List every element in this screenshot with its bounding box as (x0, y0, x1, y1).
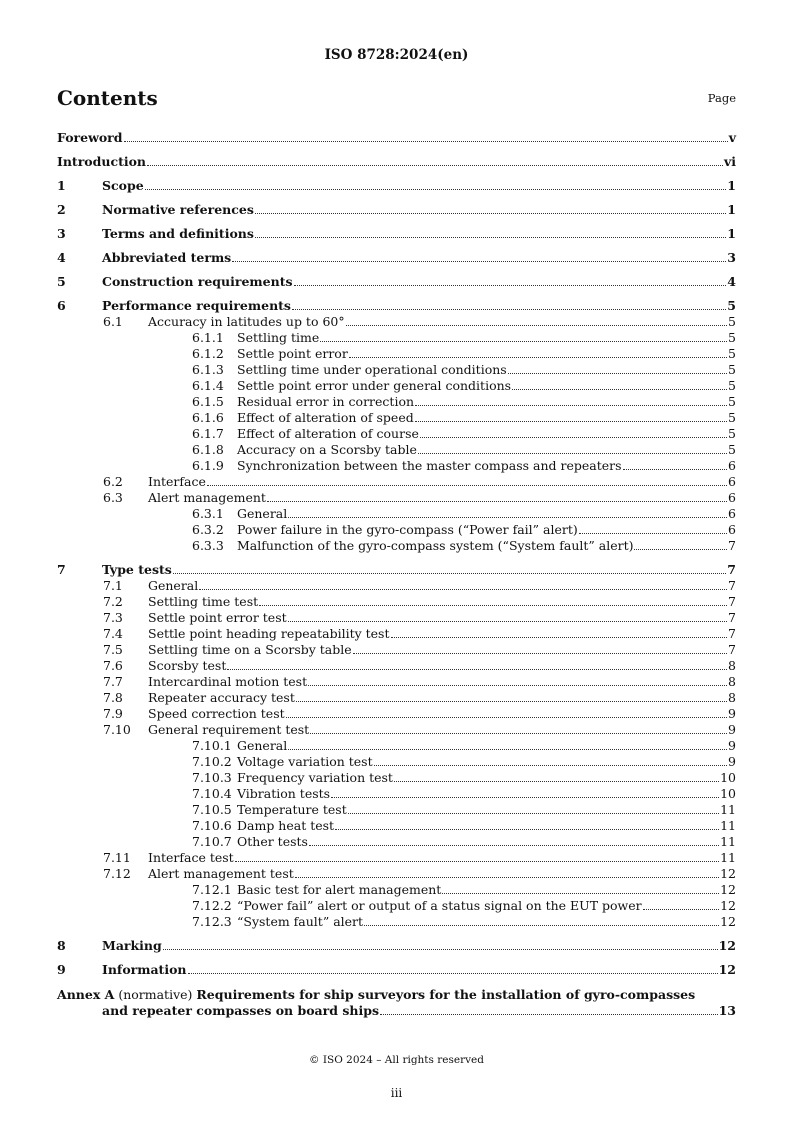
leader-dots (292, 309, 726, 310)
toc-entry-number: 7.10.3 (192, 770, 232, 785)
leader-dots (308, 685, 727, 686)
toc-entry-page: 7 (728, 538, 736, 553)
toc-entry-page: 1 (727, 202, 736, 217)
toc-entry-title: Other tests (237, 834, 308, 849)
toc-entry-page: 12 (718, 938, 736, 953)
toc-entry-title: Type tests (102, 562, 172, 577)
toc-entry-page: 1 (727, 178, 736, 193)
toc-entry-title: General (237, 738, 288, 753)
leader-dots (294, 285, 727, 286)
toc-entry-number: 7.10.6 (192, 818, 232, 833)
leader-dots (188, 973, 718, 974)
leader-dots (173, 573, 726, 574)
toc-entry-number: 7.10.7 (192, 834, 232, 849)
toc-entry-number: 7.3 (103, 610, 123, 625)
document-id: ISO 8728:2024(en) (324, 47, 469, 63)
toc-entry-number: 6.3.1 (192, 506, 224, 521)
toc-entry[interactable] (57, 626, 736, 642)
toc-entry-number: 7 (57, 562, 66, 577)
toc-entry-page: 1 (727, 226, 736, 241)
leader-dots (320, 341, 727, 342)
leader-dots (199, 589, 727, 590)
leader-dots (227, 669, 727, 670)
leader-dots (207, 485, 727, 486)
toc-entry-number: 6.3.2 (192, 522, 224, 537)
page-column-label: Page (707, 91, 736, 105)
toc-entry-title: Marking (102, 938, 162, 953)
leader-dots (147, 165, 723, 166)
toc-entry-page: 12 (720, 914, 736, 929)
toc-entry-page: 11 (720, 834, 736, 849)
toc-entry-page: 12 (720, 898, 736, 913)
toc-entry[interactable] (57, 834, 736, 850)
leader-dots (418, 453, 727, 454)
annex-type: (normative) (118, 987, 193, 1002)
toc-entry-title: Repeater accuracy test (148, 690, 295, 705)
leader-dots (335, 829, 719, 830)
toc-entry[interactable] (57, 298, 736, 314)
toc-entry[interactable] (57, 362, 736, 378)
toc-entry-title: Interface (148, 474, 206, 489)
toc-entry-title: Synchronization between the master compass and repeaters (237, 458, 622, 473)
toc-entry-page: 12 (718, 962, 736, 977)
toc-entry-number: 7.1 (103, 578, 123, 593)
toc-entry-title: General requirement test (148, 722, 310, 737)
leader-dots (364, 925, 719, 926)
toc-entry-page: 6 (728, 490, 736, 505)
leader-dots (310, 733, 727, 734)
toc-entry-number: 7.2 (103, 594, 123, 609)
toc-entry-page: 7 (728, 642, 736, 657)
toc-entry-page: 9 (728, 706, 736, 721)
page-number: iii (390, 1086, 403, 1100)
toc-entry[interactable] (57, 130, 736, 146)
toc-entry-page: 5 (728, 314, 736, 329)
toc-entry-title: Alert management test (148, 866, 294, 881)
annex-title-line1: Requirements for ship surveyors for the installation of gyro-compasses (196, 987, 696, 1002)
leader-dots (579, 533, 727, 534)
toc-entry-number: 7.4 (103, 626, 123, 641)
toc-entry-title: Scorsby test (148, 658, 227, 673)
toc-entry-title: Construction requirements (102, 274, 293, 289)
toc-entry-number: 4 (57, 250, 66, 265)
toc-entry[interactable] (57, 506, 736, 522)
toc-entry-number: 6.1 (103, 314, 123, 329)
leader-dots (288, 621, 727, 622)
toc-entry[interactable] (57, 202, 736, 218)
toc-entry-title: Accuracy in latitudes up to 60° (148, 314, 345, 329)
toc-entry[interactable] (57, 914, 736, 930)
toc-entry-number: 6 (57, 298, 66, 313)
toc-entry-page: 11 (720, 802, 736, 817)
toc-entry-number: 6.3 (103, 490, 123, 505)
toc-entry-title: Alert management (148, 490, 266, 505)
toc-entry[interactable] (57, 594, 736, 610)
toc-entry-title: General (148, 578, 199, 593)
toc-entry[interactable] (57, 962, 736, 978)
leader-dots (255, 237, 726, 238)
toc-entry-title: Settling time test (148, 594, 259, 609)
leader-dots (309, 845, 719, 846)
toc-entry-number: 6.1.6 (192, 410, 224, 425)
toc-entry-number: 1 (57, 178, 66, 193)
toc-entry[interactable] (57, 802, 736, 818)
toc-entry-title: Effect of alteration of course (237, 426, 419, 441)
toc-entry-page: 5 (728, 330, 736, 345)
toc-entry[interactable] (57, 786, 736, 802)
leader-dots (643, 909, 719, 910)
toc-entry[interactable] (57, 474, 736, 490)
toc-entry-title: Effect of alteration of speed (237, 410, 414, 425)
toc-entry-page: 5 (728, 410, 736, 425)
toc-entry[interactable] (57, 538, 736, 554)
toc-entry[interactable] (57, 314, 736, 330)
leader-dots (145, 189, 727, 190)
leader-dots (623, 469, 728, 470)
toc-entry-number: 9 (57, 962, 66, 977)
toc-entry-page: 7 (728, 578, 736, 593)
toc-entry-page: 8 (728, 658, 736, 673)
toc-entry-page: v (728, 130, 736, 145)
toc-entry-title: Vibration tests (237, 786, 331, 801)
toc-entry-page: 11 (720, 818, 736, 833)
toc-entry-title: Settling time under operational conditions (237, 362, 507, 377)
toc-entry-page: 6 (728, 522, 736, 537)
toc-entry[interactable] (57, 818, 736, 834)
toc-entry-title: Settle point error test (148, 610, 287, 625)
toc-entry[interactable] (57, 394, 736, 410)
leader-dots (442, 893, 719, 894)
toc-entry[interactable] (57, 226, 736, 242)
toc-entry[interactable] (57, 458, 736, 474)
leader-dots (634, 549, 727, 550)
contents-heading: Contents (57, 86, 158, 110)
toc-entry[interactable] (57, 770, 736, 786)
leader-dots (259, 605, 727, 606)
toc-entry[interactable] (57, 274, 736, 290)
toc-entry[interactable] (57, 754, 736, 770)
toc-entry-page: 5 (727, 298, 736, 313)
leader-dots (296, 701, 727, 702)
toc-entry-number: 6.1.8 (192, 442, 224, 457)
toc-entry-number: 7.12.3 (192, 914, 232, 929)
leader-dots (374, 765, 727, 766)
toc-entry-title: Abbreviated terms (102, 250, 232, 265)
toc-entry-page: 8 (728, 690, 736, 705)
annex-label: Annex A (57, 987, 115, 1002)
toc-entry-number: 7.10.5 (192, 802, 232, 817)
toc-entry-page: 12 (720, 882, 736, 897)
toc-entry-page: 10 (720, 770, 736, 785)
leader-dots (508, 373, 727, 374)
toc-entry-title: Settling time (237, 330, 320, 345)
toc-entry[interactable] (57, 882, 736, 898)
toc-entry[interactable] (57, 578, 736, 594)
toc-entry[interactable] (57, 674, 736, 690)
toc-entry[interactable] (57, 658, 736, 674)
toc-entry-page: 7 (728, 626, 736, 641)
toc-entry-page: 5 (728, 362, 736, 377)
toc-entry-page: 6 (728, 506, 736, 521)
toc-entry-number: 7.10.1 (192, 738, 232, 753)
toc-entry-title: Settle point error (237, 346, 348, 361)
toc-entry-page: 5 (728, 378, 736, 393)
toc-entry-number: 7.7 (103, 674, 123, 689)
leader-dots (295, 877, 719, 878)
toc-entry-page: 6 (728, 474, 736, 489)
toc-entry[interactable] (57, 178, 736, 194)
toc-entry-page: 7 (728, 610, 736, 625)
toc-entry-title: Settle point heading repeatability test (148, 626, 390, 641)
toc-entry-number: 7.11 (103, 850, 131, 865)
toc-entry-page: 7 (727, 562, 736, 577)
toc-entry[interactable] (57, 738, 736, 754)
toc-entry-title: Power failure in the gyro-compass (“Power fail” alert) (237, 522, 578, 537)
toc-entry[interactable] (57, 442, 736, 458)
leader-dots (267, 501, 727, 502)
toc-entry-title: General (237, 506, 288, 521)
leader-dots (348, 813, 719, 814)
leader-dots (349, 357, 727, 358)
leader-dots (415, 405, 727, 406)
toc-entry-title: Settle point error under general conditions (237, 378, 512, 393)
toc-entry-page: vi (723, 154, 736, 169)
toc-entry[interactable] (57, 866, 736, 882)
toc-entry-number: 6.1.9 (192, 458, 224, 473)
toc-entry[interactable] (57, 346, 736, 362)
toc-entry-number: 7.5 (103, 642, 123, 657)
toc-entry-number: 6.1.1 (192, 330, 224, 345)
toc-entry-number: 6.1.4 (192, 378, 224, 393)
toc-entry[interactable] (57, 642, 736, 658)
toc-entry-page: 5 (728, 426, 736, 441)
leader-dots (391, 637, 728, 638)
toc-entry-title: Interface test (148, 850, 234, 865)
toc-entry-page: 5 (728, 346, 736, 361)
toc-entry-number: 6.2 (103, 474, 123, 489)
toc-entry-number: 7.12 (103, 866, 131, 881)
toc-entry-page: 10 (720, 786, 736, 801)
toc-entry-number: 7.8 (103, 690, 123, 705)
toc-entry[interactable] (57, 250, 736, 266)
toc-entry[interactable] (57, 522, 736, 538)
toc-entry-title: Scope (102, 178, 144, 193)
leader-dots (346, 325, 727, 326)
toc-entry-page: 9 (728, 738, 736, 753)
copyright-notice: © ISO 2024 – All rights reserved (309, 1054, 484, 1066)
toc-entry-title: Damp heat test (237, 818, 335, 833)
leader-dots (124, 141, 728, 142)
toc-entry-number: 7.12.1 (192, 882, 232, 897)
toc-entry-title: Intercardinal motion test (148, 674, 308, 689)
toc-entry[interactable] (57, 154, 736, 170)
toc-entry-title: Basic test for alert management (237, 882, 442, 897)
toc-entry-page: 8 (728, 674, 736, 689)
toc-entry[interactable] (57, 562, 736, 578)
toc-entry-title: Normative references (102, 202, 254, 217)
leader-dots (420, 437, 727, 438)
leader-dots (353, 653, 727, 654)
leader-dots (232, 261, 726, 262)
annex-page: 13 (718, 1003, 736, 1018)
toc-annex-entry[interactable] (57, 987, 736, 1003)
toc-entry-number: 7.6 (103, 658, 123, 673)
toc-entry-page: 3 (727, 250, 736, 265)
toc-entry-number: 6.1.7 (192, 426, 224, 441)
leader-dots (235, 861, 719, 862)
leader-dots (255, 213, 726, 214)
toc-entry-title: Residual error in correction (237, 394, 415, 409)
leader-dots (288, 517, 727, 518)
leader-dots (286, 717, 727, 718)
toc-entry-page: 7 (728, 594, 736, 609)
toc-entry-page: 5 (728, 442, 736, 457)
toc-entry[interactable] (57, 722, 736, 738)
toc-entry[interactable] (57, 938, 736, 954)
annex-title-line2: and repeater compasses on board ships (102, 1003, 379, 1018)
toc-entry-number: 3 (57, 226, 66, 241)
toc-entry-number: 8 (57, 938, 66, 953)
toc-entry-title: Temperature test (237, 802, 347, 817)
toc-entry-title: Accuracy on a Scorsby table (237, 442, 417, 457)
toc-entry-number: 7.10 (103, 722, 131, 737)
toc-entry-page: 5 (728, 394, 736, 409)
toc-entry-page: 6 (728, 458, 736, 473)
toc-entry[interactable] (57, 410, 736, 426)
leader-dots (163, 949, 718, 950)
toc-entry-number: 7.9 (103, 706, 123, 721)
toc-entry-number: 7.10.4 (192, 786, 232, 801)
toc-entry-page: 12 (720, 866, 736, 881)
toc-entry-number: 5 (57, 274, 66, 289)
toc-entry[interactable] (57, 426, 736, 442)
toc-entry-number: 6.3.3 (192, 538, 224, 553)
toc-entry-title: “System fault” alert (237, 914, 364, 929)
toc-entry-page: 9 (728, 722, 736, 737)
toc-entry[interactable] (57, 850, 736, 866)
leader-dots (380, 1014, 718, 1015)
toc-entry-number: 2 (57, 202, 66, 217)
toc-entry-title: Performance requirements (102, 298, 291, 313)
toc-entry-title: Foreword (57, 130, 123, 145)
toc-entry-title: Voltage variation test (237, 754, 373, 769)
toc-entry-title: Frequency variation test (237, 770, 393, 785)
toc-annex-entry-continued[interactable] (57, 1003, 736, 1019)
leader-dots (394, 781, 719, 782)
leader-dots (288, 749, 727, 750)
toc-entry-page: 11 (720, 850, 736, 865)
toc-entry[interactable] (57, 378, 736, 394)
toc-entry-title: “Power fail” alert or output of a status signal on the EUT power (237, 898, 642, 913)
toc-entry[interactable] (57, 706, 736, 722)
toc-entry-title: Speed correction test (148, 706, 285, 721)
leader-dots (331, 797, 719, 798)
toc-entry-number: 6.1.5 (192, 394, 224, 409)
toc-entry-title: Settling time on a Scorsby table (148, 642, 352, 657)
toc-entry[interactable] (57, 330, 736, 346)
leader-dots (512, 389, 727, 390)
toc-entry-page: 4 (727, 274, 736, 289)
toc-entry-number: 6.1.2 (192, 346, 224, 361)
toc-entry-title: Malfunction of the gyro-compass system (“System fault” alert) (237, 538, 634, 553)
toc-entry-title: Information (102, 962, 187, 977)
toc-entry[interactable] (57, 490, 736, 506)
toc-entry-page: 9 (728, 754, 736, 769)
toc-entry-title: Introduction (57, 154, 147, 169)
toc-entry[interactable] (57, 610, 736, 626)
toc-entry-title: Terms and definitions (102, 226, 254, 241)
toc-entry-number: 6.1.3 (192, 362, 224, 377)
toc-entry[interactable] (57, 690, 736, 706)
toc-entry[interactable] (57, 898, 736, 914)
toc-entry-number: 7.10.2 (192, 754, 232, 769)
toc-entry-number: 7.12.2 (192, 898, 232, 913)
leader-dots (415, 421, 727, 422)
